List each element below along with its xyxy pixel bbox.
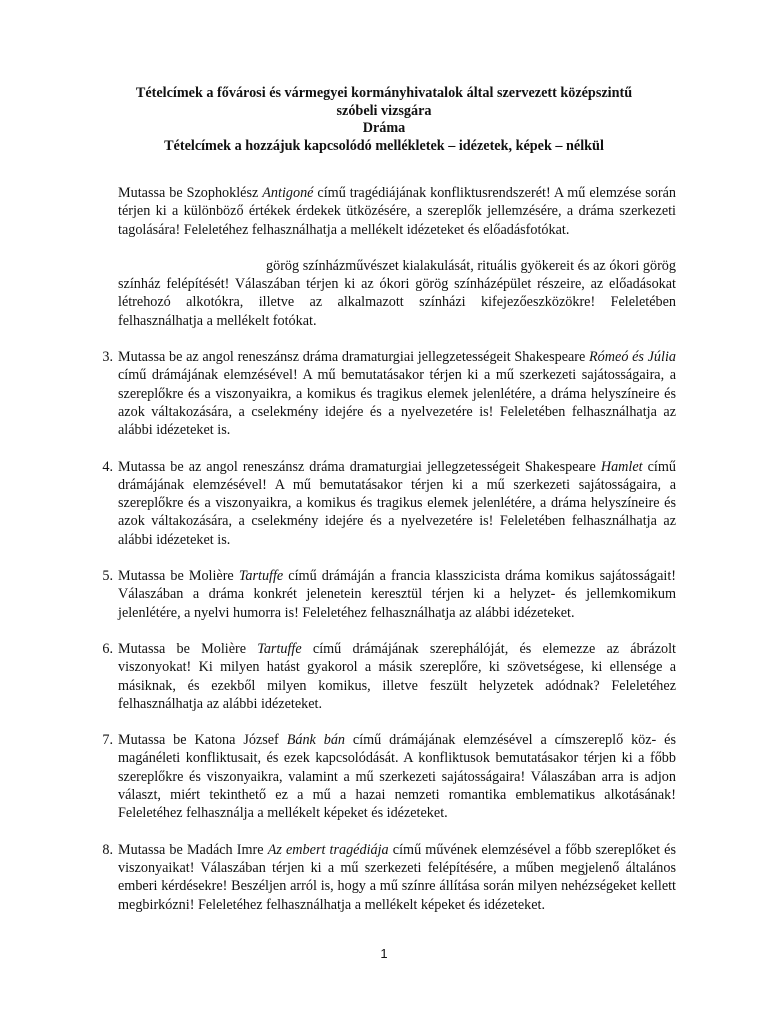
topic-item-1 bbox=[118, 184, 676, 239]
topic-text: Mutassa be Molière Tartuffe című drámáján a francia klasszicista dráma komikus sajátosságait! Válaszában a dráma konkrét jelenetein keresztül térjen ki a helyzet- és jellemkomikum jelenlétére, a nyelvi humorra is! Feleletéhez felhasználhatja az alábbi idézeteket. bbox=[118, 568, 677, 621]
topic-text: Mutassa be Katona József Bánk bán című drámájának elemzésével a címszereplő köz- és magánéleti konfliktusait, és ezek kapcsolódását. A konfliktusok bemutatásakor térjen ki a főbb szereplőkre és viszonyaikra, valamint a mű szerkezeti sajátosságaira! Válaszában arra is adjon választ, miért tekinthető ez a mű a hazai nemzeti romantika emblematikus alkotásának! Feleletéhez felhasználja a mellékelt képeket és idézeteket. bbox=[118, 732, 676, 822]
topic-number: 5. bbox=[102, 568, 113, 585]
topic-item-4 bbox=[102, 458, 676, 549]
topic-item-5 bbox=[102, 567, 677, 622]
work-title: Bánk bán bbox=[286, 732, 346, 749]
topic-number: 6. bbox=[102, 640, 113, 657]
work-title: Az embert tragédiája bbox=[267, 841, 389, 858]
work-title: Rómeó és Júlia bbox=[589, 349, 676, 366]
work-title: Tartuffe bbox=[238, 568, 284, 585]
topic-text: görög színházművészet kialakulását, rituális gyökereit és az ókori görög színház felépítését! Válaszában térjen ki az ókori görög színházépület részeire, az előadásokat létrehozó alkotókra, illetve az alkalmazott színházi kifejezőeszközökre! Feleletében felhasználhatja a mellékelt fotókat. bbox=[118, 257, 676, 329]
page-number: 1 bbox=[380, 946, 388, 961]
topic-item-2 bbox=[118, 257, 676, 330]
header-title-line-2: szóbeli vizsgára bbox=[336, 102, 432, 119]
topic-text: Mutassa be az angol reneszánsz dráma dramaturgiai jellegzetességeit Shakespeare Rómeó és Júlia című drámájának elemzésével! A mű bemutatásakor térjen ki a mű szerkezeti sajátosságaira, a szereplőkre és a viszonyaikra, a komikus és tragikus elemek jelenlétére, a dráma helyszíneire és azok váltakozására, a cselekmény idejére és a nyelvezetére is! Feleletében felhasználhatja az alábbi idézeteket is. bbox=[118, 349, 676, 439]
topic-item-6 bbox=[102, 640, 676, 713]
work-title: Tartuffe bbox=[257, 640, 302, 657]
topic-text: Mutassa be Madách Imre Az embert tragédiája című művének elemzésével a főbb szereplőket és viszonyaikat! Válaszában térjen ki a mű szerkezeti felépítésére, a műben megjelenő általános emberi kérdésekre! Beszéljen arról is, hogy a mű színre állítása során milyen nehézségeket kellett megbirkózni! Feleletéhez felhasználhatja a mellékelt képeket és idézeteket. bbox=[118, 841, 676, 913]
header-subject: Dráma bbox=[362, 120, 406, 136]
topic-item-8 bbox=[102, 841, 676, 914]
document-header bbox=[90, 85, 678, 155]
topic-number: 7. bbox=[102, 732, 113, 749]
topic-text: Mutassa be Szophoklész Antigoné című tragédiájának konfliktusrendszerét! A mű elemzése során térjen ki a különböző értékek érdekek ütközésére, a szereplők jellemzésére, a dráma szerkezeti tagolására! Feleletéhez felhasználhatja a mellékelt idézeteket és előadásfotókat. bbox=[118, 185, 676, 238]
topic-number: 4. bbox=[102, 458, 113, 475]
topic-item-3 bbox=[102, 348, 676, 439]
work-title: Hamlet bbox=[600, 458, 643, 475]
topic-text: Mutassa be az angol reneszánsz dráma dramaturgiai jellegzetességeit Shakespeare Hamlet című drámájának elemzésével! A mű bemutatásakor térjen ki a mű szerkezeti sajátosságaira, a szereplőkre és a viszonyaikra, a komikus és tragikus elemek jelenlétére, a dráma helyszíneire és azok váltakozására, a cselekmény idejére és a nyelvezetére is! Feleletében felhasználhatja az alábbi idézeteket is. bbox=[118, 458, 676, 548]
topic-number: 3. bbox=[102, 349, 113, 366]
topic-list bbox=[102, 184, 677, 914]
work-title: Antigoné bbox=[262, 185, 314, 201]
header-subtitle: Tételcímek a hozzájuk kapcsolódó mellékletek – idézetek, képek – nélkül bbox=[164, 137, 604, 154]
header-title-line-1: Tételcímek a fővárosi és vármegyei kormányhivatalok által szervezett középszintű bbox=[135, 85, 633, 101]
topic-text: Mutassa be Molière Tartuffe című drámájának szerephálóját, és elemezze az ábrázolt viszonyokat! Ki milyen hatást gyakorol a másik szereplőre, ki szövetségese, ki ellensége a másiknak, és ezekből milyen komikus, illetve feszült helyzetek adódnak? Feleletéhez felhasználhatja az alábbi idézeteket. bbox=[118, 640, 676, 712]
topic-number: 8. bbox=[102, 841, 113, 858]
topic-item-7 bbox=[102, 731, 676, 822]
